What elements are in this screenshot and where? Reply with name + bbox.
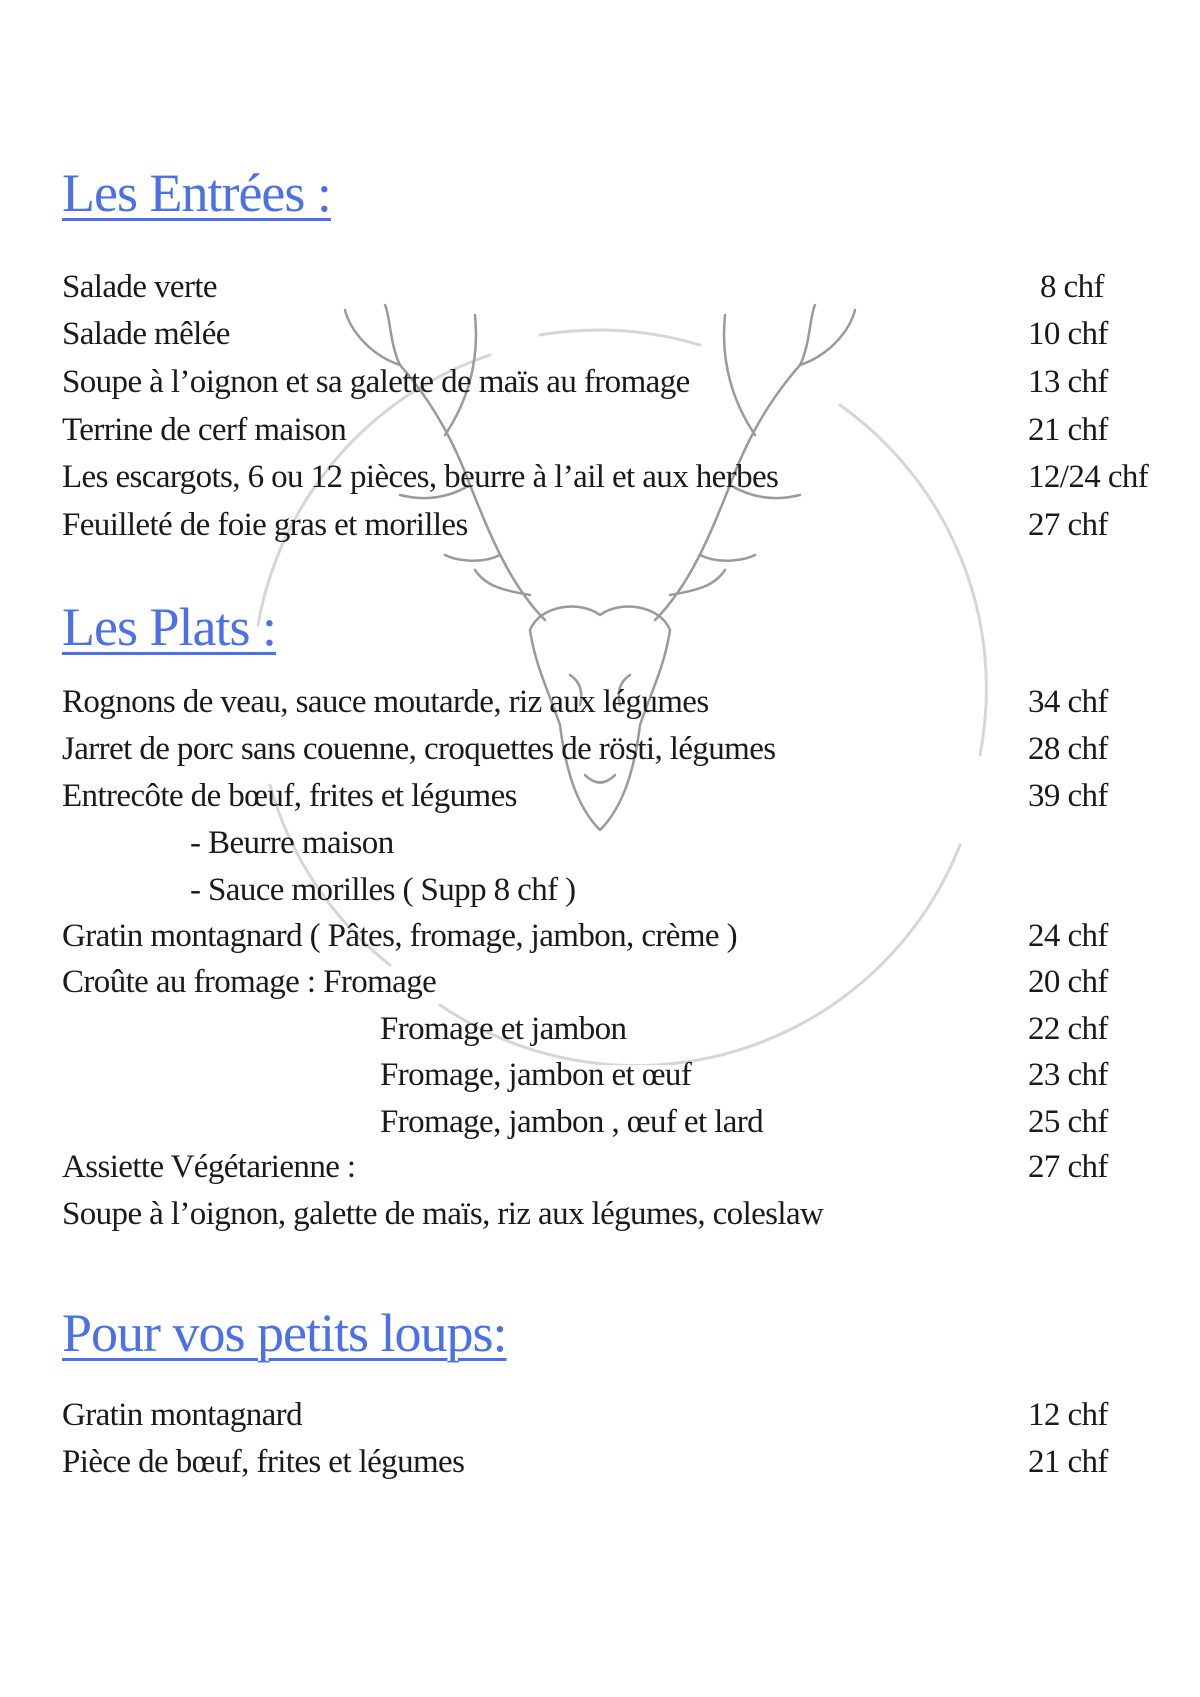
menu-item-price: 12/24 chf	[1028, 459, 1149, 495]
menu-item-price: 39 chf	[1028, 778, 1108, 814]
section-heading-plats: Les Plats :	[62, 597, 276, 657]
menu-item-option	[0, 1007, 1200, 1051]
menu-item-name: Fromage et jambon	[380, 1011, 627, 1047]
menu-item-name: - Sauce morilles ( Supp 8 chf )	[190, 872, 576, 908]
menu-item-description	[0, 1192, 1200, 1236]
menu-item-price: 24 chf	[1028, 918, 1108, 954]
menu-item	[0, 727, 1200, 771]
menu-item-price: 20 chf	[1028, 964, 1108, 1000]
section-heading-entrees: Les Entrées :	[62, 163, 331, 223]
menu-item-name: Salade mêlée	[62, 316, 230, 352]
menu-item-price: 22 chf	[1028, 1011, 1108, 1047]
menu-item	[0, 455, 1200, 499]
menu-item-name: Rognons de veau, sauce moutarde, riz aux légumes	[62, 684, 709, 720]
section-heading-petits-loups: Pour vos petits loups:	[62, 1303, 507, 1363]
menu-item-price: 13 chf	[1028, 364, 1108, 400]
menu-item-price: 12 chf	[1028, 1397, 1108, 1433]
menu-item-price: 34 chf	[1028, 684, 1108, 720]
menu-item	[0, 914, 1200, 958]
menu-item-price: 8 chf	[1040, 269, 1104, 305]
menu-item-name: Croûte au fromage : Fromage	[62, 964, 437, 1000]
menu-item-price: 10 chf	[1028, 316, 1108, 352]
menu-item	[0, 265, 1200, 309]
menu-item-name: Soupe à l’oignon et sa galette de maïs au fromage	[62, 364, 690, 400]
menu-item-name: Entrecôte de bœuf, frites et légumes	[62, 778, 517, 814]
menu-item	[0, 774, 1200, 818]
menu-item-name: Feuilleté de foie gras et morilles	[62, 507, 468, 543]
menu-item-option	[0, 821, 1200, 865]
menu-item	[0, 960, 1200, 1004]
menu-item-name: Terrine de cerf maison	[62, 412, 347, 448]
menu-item-option	[0, 1100, 1200, 1144]
menu-item-name: Les escargots, 6 ou 12 pièces, beurre à l’ail et aux herbes	[62, 459, 779, 495]
menu-item-name: Jarret de porc sans couenne, croquettes de rösti, légumes	[62, 731, 776, 767]
menu-item	[0, 312, 1200, 356]
menu-item-price: 27 chf	[1028, 1149, 1108, 1185]
menu-item-name: Fromage, jambon et œuf	[380, 1057, 692, 1093]
menu-item-option	[0, 868, 1200, 912]
menu-item-name: Salade verte	[62, 269, 217, 305]
menu-item-name: Pièce de bœuf, frites et légumes	[62, 1444, 465, 1480]
menu-item-price: 28 chf	[1028, 731, 1108, 767]
menu-item	[0, 360, 1200, 404]
menu-item	[0, 1393, 1200, 1437]
menu-item-name: Gratin montagnard	[62, 1397, 302, 1433]
menu-item-price: 23 chf	[1028, 1057, 1108, 1093]
menu-item-price: 25 chf	[1028, 1104, 1108, 1140]
menu-item-name: Assiette Végétarienne :	[62, 1149, 356, 1185]
menu-item	[0, 408, 1200, 452]
menu-item-name: Soupe à l’oignon, galette de maïs, riz aux légumes, coleslaw	[62, 1196, 824, 1232]
menu-item	[0, 1145, 1200, 1189]
menu-item-price: 21 chf	[1028, 1444, 1108, 1480]
menu-item-price: 21 chf	[1028, 412, 1108, 448]
menu-item-name: - Beurre maison	[190, 825, 394, 861]
menu-item-price: 27 chf	[1028, 507, 1108, 543]
menu-item-name: Gratin montagnard ( Pâtes, fromage, jambon, crème )	[62, 918, 737, 954]
menu-item	[0, 1440, 1200, 1484]
menu-item	[0, 503, 1200, 547]
menu-item-option	[0, 1053, 1200, 1097]
menu-item	[0, 680, 1200, 724]
menu-item-name: Fromage, jambon , œuf et lard	[380, 1104, 764, 1140]
